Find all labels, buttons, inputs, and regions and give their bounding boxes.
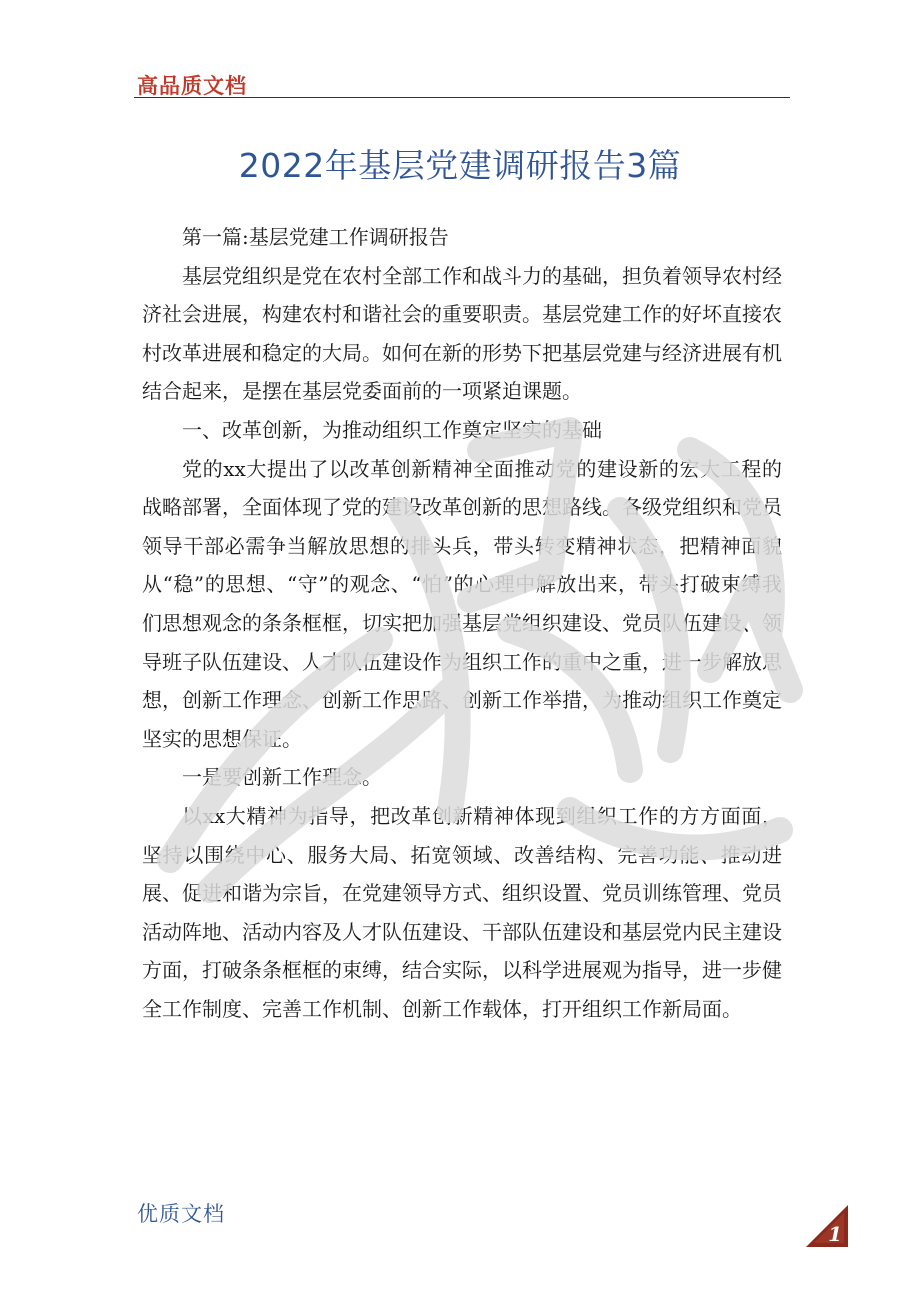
footer-label: 优质文档 [137,1202,225,1226]
page-number-badge [806,1205,848,1247]
document-title: 2022年基层党建调研报告3篇 [238,146,682,185]
header-label: 高品质文档 [137,74,247,98]
paragraph-0: 第一篇:基层党建工作调研报告 [182,225,449,249]
paragraph-1: 基层党组织是党在农村全部工作和战斗力的基础，担负着领导农村经济社会进展，构建农村和谐社会的重要职责。基层党建工作的好坏直接农村改革进展和稳定的大局。如何在新的形势下把基层党建与经济进展有机结合起来，是摆在基层党委面前的一项紧迫课题。 [142,263,782,404]
paragraph-3: 党的xx大提出了以改革创新精神全面推动党的建设新的宏大工程的战略部署，全面体现了党的建设改革创新的思想路线。各级党组织和党员领导干部必需争当解放思想的排头兵，带头转变精神状态，把精神面貌从“稳”的思想、“守”的观念、“怕”的心理中解放出来，带头打破束缚我们思想观念的条条框框，切实把加强基层党组织建设、党员队伍建设、领导班子队伍建设、人才队伍建设作为组织工作的重中之重，进一步解放思想，创新工作理念、创新工作思路、创新工作举措，为推动组织工作奠定坚实的思想保证。 [142,456,782,751]
paragraph-4: 一是要创新工作理念。 [182,765,382,790]
document-body [142,218,782,1028]
page-number: 1 [828,1222,842,1246]
paragraph-2: 一、改革创新，为推动组织工作奠定坚实的基础 [182,417,602,442]
paragraph-5: 以xx大精神为指导，把改革创新精神体现到组织工作的方方面面，坚持以围绕中心、服务大局、拓宽领域、改善结构、完善功能、推动进展、促进和谐为宗旨，在党建领导方式、组织设置、党员训练管理、党员活动阵地、活动内容及人才队伍建设、干部队伍建设和基层党内民主建设方面，打破条条框框的束缚，结合实际，以科学进展观为指导，进一步健全工作制度、完善工作机制、创新工作载体，打开组织工作新局面。 [142,803,782,1021]
header-divider [134,97,790,98]
